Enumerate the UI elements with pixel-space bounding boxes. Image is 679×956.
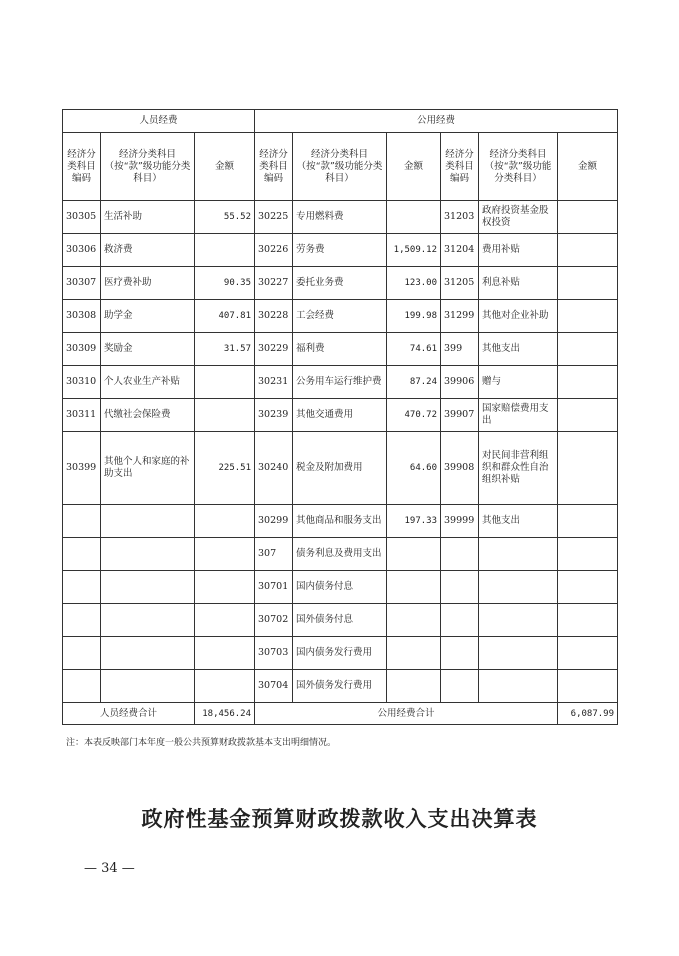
col-amount-header: 金额 xyxy=(195,133,255,201)
name-cell: 国外债务付息 xyxy=(293,604,387,637)
name-cell: 医疗费补助 xyxy=(101,267,195,300)
amount-cell: 407.81 xyxy=(195,300,255,333)
code-cell: 31205 xyxy=(441,267,479,300)
col-code-header: 经济分类科目编码 xyxy=(441,133,479,201)
code-cell: 31203 xyxy=(441,201,479,234)
amount-cell xyxy=(195,571,255,604)
name-cell: 国内债务发行费用 xyxy=(293,637,387,670)
amount-cell xyxy=(558,399,618,432)
name-cell xyxy=(479,538,558,571)
table-row xyxy=(63,538,618,571)
amount-cell: 74.61 xyxy=(387,333,441,366)
code-cell xyxy=(63,637,101,670)
page-number: — 34 — xyxy=(84,861,135,876)
table-row xyxy=(63,201,618,234)
code-cell xyxy=(441,604,479,637)
table-row xyxy=(63,505,618,538)
table-row xyxy=(63,333,618,366)
table-note: 注：本表反映部门本年度一般公共预算财政拨款基本支出明细情况。 xyxy=(66,738,337,748)
table-row xyxy=(63,399,618,432)
name-cell: 税金及附加费用 xyxy=(293,432,387,505)
amount-cell xyxy=(195,604,255,637)
name-cell: 委托业务费 xyxy=(293,267,387,300)
name-cell: 个人农业生产补贴 xyxy=(101,366,195,399)
amount-cell xyxy=(558,366,618,399)
name-cell: 费用补贴 xyxy=(479,234,558,267)
amount-cell: 123.00 xyxy=(387,267,441,300)
name-cell: 专用燃料费 xyxy=(293,201,387,234)
amount-cell xyxy=(558,505,618,538)
amount-cell xyxy=(387,201,441,234)
code-cell xyxy=(63,505,101,538)
col-code-header: 经济分类科目编码 xyxy=(63,133,101,201)
code-cell: 30228 xyxy=(255,300,293,333)
personnel-header: 人员经费 xyxy=(63,110,255,133)
amount-cell xyxy=(195,366,255,399)
amount-cell xyxy=(387,637,441,670)
name-cell: 赠与 xyxy=(479,366,558,399)
amount-cell: 87.24 xyxy=(387,366,441,399)
amount-cell xyxy=(195,538,255,571)
name-cell xyxy=(479,637,558,670)
code-cell: 30307 xyxy=(63,267,101,300)
name-cell xyxy=(101,505,195,538)
amount-cell xyxy=(195,670,255,703)
amount-cell xyxy=(387,670,441,703)
name-cell xyxy=(101,637,195,670)
col-name-header: 经济分类科目（按“款”级功能分类科目） xyxy=(293,133,387,201)
code-cell: 30299 xyxy=(255,505,293,538)
amount-cell xyxy=(558,571,618,604)
code-cell: 30309 xyxy=(63,333,101,366)
code-cell: 39908 xyxy=(441,432,479,505)
public-total-amount: 6,087.99 xyxy=(558,703,618,725)
name-cell xyxy=(101,670,195,703)
name-cell xyxy=(101,571,195,604)
table-row xyxy=(63,267,618,300)
amount-cell xyxy=(558,432,618,505)
code-cell: 30305 xyxy=(63,201,101,234)
personnel-total-amount: 18,456.24 xyxy=(195,703,255,725)
table-row xyxy=(63,604,618,637)
totals-row xyxy=(63,703,618,725)
code-cell: 30704 xyxy=(255,670,293,703)
code-cell: 30311 xyxy=(63,399,101,432)
amount-cell: 64.60 xyxy=(387,432,441,505)
amount-cell xyxy=(387,571,441,604)
code-cell xyxy=(441,571,479,604)
code-cell xyxy=(63,670,101,703)
code-cell: 30308 xyxy=(63,300,101,333)
amount-cell xyxy=(195,505,255,538)
public-total-label: 公用经费合计 xyxy=(255,703,558,725)
code-cell xyxy=(63,538,101,571)
col-amount-header: 金额 xyxy=(558,133,618,201)
amount-cell xyxy=(558,300,618,333)
name-cell: 其他支出 xyxy=(479,333,558,366)
table-row xyxy=(63,366,618,399)
amount-cell xyxy=(558,267,618,300)
name-cell: 其他商品和服务支出 xyxy=(293,505,387,538)
name-cell: 债务利息及费用支出 xyxy=(293,538,387,571)
name-cell: 其他个人和家庭的补助支出 xyxy=(101,432,195,505)
name-cell: 劳务费 xyxy=(293,234,387,267)
amount-cell: 55.52 xyxy=(195,201,255,234)
code-cell: 39907 xyxy=(441,399,479,432)
col-name-header: 经济分类科目（按“款”级功能分类科目） xyxy=(101,133,195,201)
name-cell xyxy=(101,604,195,637)
code-cell: 30229 xyxy=(255,333,293,366)
amount-cell xyxy=(195,234,255,267)
code-cell: 30227 xyxy=(255,267,293,300)
name-cell: 国内债务付息 xyxy=(293,571,387,604)
name-cell: 代缴社会保险费 xyxy=(101,399,195,432)
code-cell: 30231 xyxy=(255,366,293,399)
name-cell: 国外债务发行费用 xyxy=(293,670,387,703)
code-cell: 30226 xyxy=(255,234,293,267)
code-cell xyxy=(441,538,479,571)
code-cell: 30310 xyxy=(63,366,101,399)
name-cell: 福利费 xyxy=(293,333,387,366)
amount-cell xyxy=(387,538,441,571)
name-cell: 生活补助 xyxy=(101,201,195,234)
column-header-row xyxy=(63,133,618,201)
code-cell xyxy=(441,670,479,703)
expenditure-table xyxy=(62,109,618,725)
name-cell: 公务用车运行维护费 xyxy=(293,366,387,399)
name-cell: 其他对企业补助 xyxy=(479,300,558,333)
code-cell: 31299 xyxy=(441,300,479,333)
amount-cell xyxy=(558,604,618,637)
code-cell: 399 xyxy=(441,333,479,366)
code-cell: 30306 xyxy=(63,234,101,267)
code-cell xyxy=(63,571,101,604)
code-cell: 31204 xyxy=(441,234,479,267)
amount-cell xyxy=(195,399,255,432)
col-amount-header: 金额 xyxy=(387,133,441,201)
code-cell: 39906 xyxy=(441,366,479,399)
name-cell: 政府投资基金股权投资 xyxy=(479,201,558,234)
amount-cell xyxy=(558,333,618,366)
table-row xyxy=(63,432,618,505)
name-cell xyxy=(101,538,195,571)
code-cell xyxy=(441,637,479,670)
name-cell: 救济费 xyxy=(101,234,195,267)
table-row xyxy=(63,571,618,604)
amount-cell: 1,509.12 xyxy=(387,234,441,267)
amount-cell: 470.72 xyxy=(387,399,441,432)
amount-cell xyxy=(195,637,255,670)
name-cell: 对民间非营利组织和群众性自治组织补贴 xyxy=(479,432,558,505)
code-cell: 307 xyxy=(255,538,293,571)
name-cell: 国家赔偿费用支出 xyxy=(479,399,558,432)
col-name-header: 经济分类科目（按“款”级功能分类科目） xyxy=(479,133,558,201)
code-cell: 30703 xyxy=(255,637,293,670)
table-row xyxy=(63,637,618,670)
personnel-total-label: 人员经费合计 xyxy=(63,703,195,725)
name-cell xyxy=(479,670,558,703)
name-cell: 其他支出 xyxy=(479,505,558,538)
name-cell: 奖励金 xyxy=(101,333,195,366)
col-code-header: 经济分类科目编码 xyxy=(255,133,293,201)
name-cell: 利息补贴 xyxy=(479,267,558,300)
amount-cell xyxy=(558,670,618,703)
amount-cell xyxy=(558,201,618,234)
code-cell: 30399 xyxy=(63,432,101,505)
public-header: 公用经费 xyxy=(255,110,618,133)
name-cell: 其他交通费用 xyxy=(293,399,387,432)
amount-cell: 90.35 xyxy=(195,267,255,300)
amount-cell xyxy=(558,538,618,571)
amount-cell: 31.57 xyxy=(195,333,255,366)
code-cell: 30701 xyxy=(255,571,293,604)
code-cell: 30239 xyxy=(255,399,293,432)
table-row xyxy=(63,670,618,703)
amount-cell xyxy=(387,604,441,637)
name-cell: 工会经费 xyxy=(293,300,387,333)
amount-cell: 197.33 xyxy=(387,505,441,538)
table-row xyxy=(63,300,618,333)
amount-cell: 225.51 xyxy=(195,432,255,505)
name-cell: 助学金 xyxy=(101,300,195,333)
amount-cell: 199.98 xyxy=(387,300,441,333)
amount-cell xyxy=(558,637,618,670)
code-cell: 30240 xyxy=(255,432,293,505)
code-cell xyxy=(63,604,101,637)
code-cell: 39999 xyxy=(441,505,479,538)
name-cell xyxy=(479,604,558,637)
group-header-row xyxy=(63,110,618,133)
name-cell xyxy=(479,571,558,604)
amount-cell xyxy=(558,234,618,267)
code-cell: 30225 xyxy=(255,201,293,234)
code-cell: 30702 xyxy=(255,604,293,637)
table-row xyxy=(63,234,618,267)
section-title: 政府性基金预算财政拨款收入支出决算表 xyxy=(141,807,538,831)
